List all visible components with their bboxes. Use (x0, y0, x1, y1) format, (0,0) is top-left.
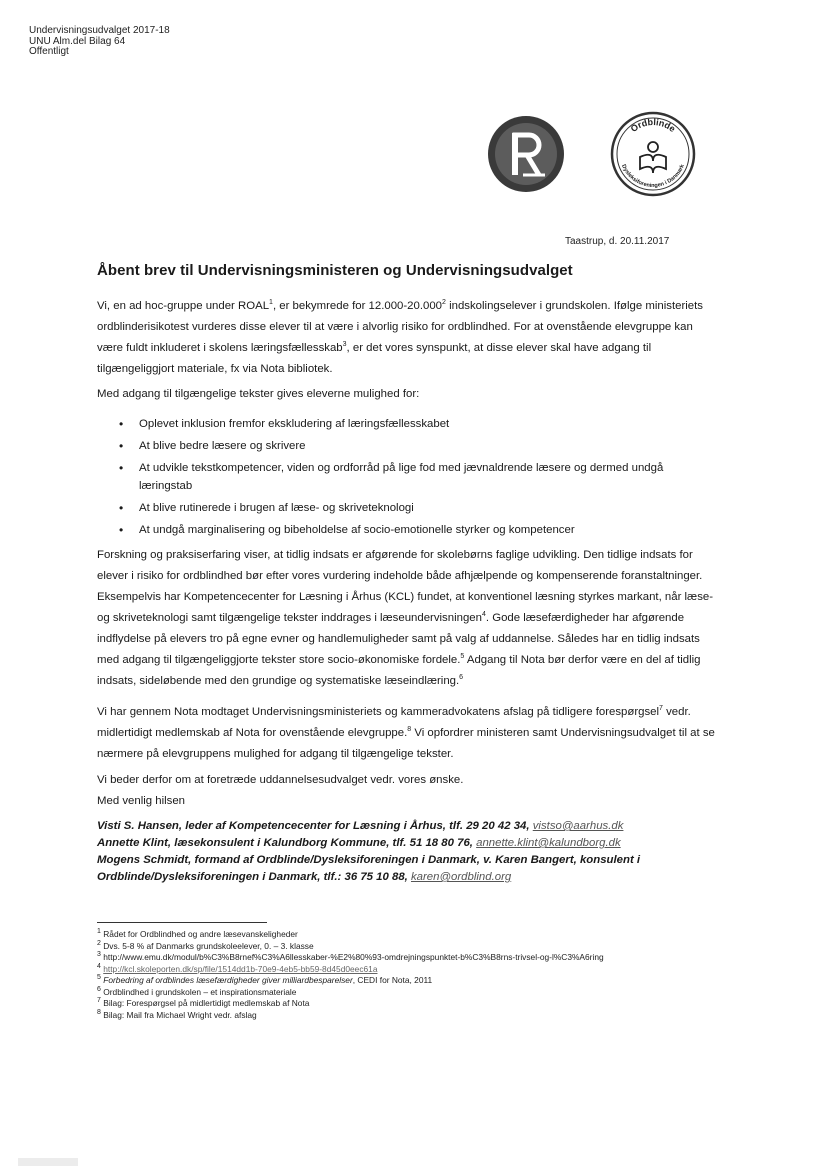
research-text-b: . Gode læsefærdigheder har afgørende indflydelse på elevers tro på egne evner og handlemuligheder samt på valg af uddannelse. Således har en tidlig indsats med adgang til tilgængeliggjorte tekster store socio-økonomiske fordele. (97, 612, 700, 666)
footnote-ref-3: 3 (342, 341, 347, 349)
header-status: Offentligt (29, 46, 69, 57)
footnote-3: $^3$ http://www.emu.dk/modul/b%C3%B8rnef%C3%A6llesskaber-%E2%80%93-omdrejningspunktet-b%C3%B8rns-trivsel-og-l%C3%A6ring (97, 951, 604, 962)
signature-line-visti: Visti S. Hansen, leder af Kompetencecenter for Læsning i Århus, tlf. 29 20 42 34, vistso@aarhus.dk (97, 820, 624, 832)
list-item: • At blive rutinerede i brugen af læse- og skriveteknologi (97, 499, 717, 517)
signature-line-mogens: Mogens Schmidt, formand af Ordblinde/Dysleksiforeningen i Danmark, v. Karen Bangert, konsulent i (97, 854, 641, 866)
email-link-annette[interactable]: annette.klint@kalundborg.dk (476, 837, 621, 849)
footnote-7: $^7$ Bilag: Forespørgsel på midlertidigt medlemskab af Nota (97, 997, 310, 1008)
request-text-a: Vi har gennem Nota modtaget Undervisningsministeriets og kammeradvokatens afslag på tidligere forespørgsel (97, 706, 660, 718)
paragraph-intro (97, 296, 717, 380)
footnote-2: $^2$ Dvs. 5-8 % af Danmarks grundskoleelever, 0. – 3. klasse (97, 939, 314, 951)
paragraph-research (97, 545, 717, 692)
ordblinde-logo-bottom-text: Dysleksiforeningen i Danmark (620, 163, 686, 190)
list-item: • Oplevet inklusion fremfor ekskludering af læringsfællesskabet (97, 415, 717, 433)
signature-block (97, 818, 737, 886)
page-title: Åbent brev til Undervisningsministeren og Undervisningsudvalget (97, 262, 573, 279)
footnote-4-link[interactable]: http://kcl.skoleporten.dk/sp/file/1514dd1b-70e9-4eb5-bb59-8d45d0eec61a (103, 963, 378, 974)
footnote-5: $^5$ Forbedring af ordblindes læsefærdigheder giver milliardbesparelser, CEDI for Nota, 2011 (97, 974, 433, 985)
footnote-4: $^4$ http://kcl.skoleporten.dk/sp/file/1514dd1b-70e9-4eb5-bb59-8d45d0eec61a (97, 962, 378, 974)
list-item: • At undgå marginalisering og bibeholdelse af socio-emotionelle styrker og kompetencer (97, 521, 717, 539)
paragraph-list-intro (97, 384, 717, 405)
footnote-ref-7: 7 (659, 705, 663, 713)
greeting-line: Med venlig hilsen (97, 795, 186, 807)
intro-text-d: , er det vores synspunkt, at disse elever skal have adgang til tilgængeliggjort materiale, fx via Nota bibliotek. (97, 342, 652, 375)
research-text-a: Forskning og praksiserfaring viser, at tidlig indsats er afgørende for skolebørns faglige udvikling. Den tidlige indsats for elever i risiko for ordblindhed bør efter vores vurdering indeholde både afhjælpende og kompenserende foranstaltninger. Eksempelvis har Kompetencecenter for Læsning i Århus (KCL) fundet, at konventionel læsning styrkes markant, når læse- og skriveteknologi samt tilgængelige tekster inddrages i læseundervisningen (97, 549, 714, 624)
footnote-ref-5: 5 (460, 653, 465, 661)
intro-text-c: indskolingselever i grundskolen. Ifølge ministeriets ordblinderisikotest vurderes disse elever til at være i alvorlig risiko for ordblindhed. For at ovenstående elevgruppe kan være fuldt inkluderet i skolens læringsfællesskab (97, 300, 703, 354)
footnote-ref-8: 8 (407, 726, 412, 734)
benefit-list (97, 415, 717, 543)
scan-artifact (18, 1158, 78, 1166)
research-text-c: Adgang til Nota bør derfor være en del af tidlig indsats, sideløbende med den grundige og systematiske læseindlæring. (97, 654, 701, 687)
request-text-c: Vi opfordrer ministeren samt Undervisningsudvalget til at se nærmere på elevgruppens mulighed for adgang til tilgængelige tekster. (97, 727, 715, 760)
footnote-ref-2: 2 (442, 299, 446, 307)
ordblinde-logo-top-text: Ordblinde (628, 116, 678, 135)
footnote-1: $^1$ Rådet for Ordblindhed og andre læsevanskeligheder (97, 928, 298, 939)
footnote-divider (97, 922, 267, 923)
request-text-b: vedr. midlertidigt medlemskab af Nota for ovenstående elevgruppe. (97, 706, 691, 739)
list-item: • At blive bedre læsere og skrivere (97, 437, 717, 455)
list-item: • At udvikle tekstkompetencer, viden og ordforråd på lige fod med jævnaldrende læsere og dermed undgå læringstab (97, 459, 717, 495)
closing-line: Vi beder derfor om at foretræde uddannelsesudvalget vedr. vores ønske. (97, 774, 464, 786)
footnote-ref-6: 6 (459, 674, 464, 682)
footnote-8: $^8$ Bilag: Mail fra Michael Wright vedr. afslag (97, 1008, 257, 1020)
ordblinde-logo (610, 111, 696, 197)
signature-line-annette: Annette Klint, læsekonsulent i Kalundborg Kommune, tlf. 51 18 80 76, annette.klint@kalundborg.dk (97, 837, 621, 849)
letter-date: Taastrup, d. 20.11.2017 (565, 236, 670, 247)
footnotes (97, 929, 604, 1021)
intro-text-b: , er bekymrede for 12.000-20.000 (272, 300, 443, 312)
paragraph-request (97, 702, 717, 765)
email-link-karen[interactable]: karen@ordblind.org (410, 871, 512, 883)
footnote-ref-1: 1 (269, 299, 273, 307)
header-committee: Undervisningsudvalget 2017-18 (29, 25, 170, 36)
footnote-ref-4: 4 (481, 611, 486, 619)
footnote-6: $^6$ Ordblindhed i grundskolen – et inspirationsmateriale (97, 985, 297, 997)
intro-text-a: Vi, en ad hoc-gruppe under ROAL (97, 300, 270, 312)
document-header (29, 26, 170, 58)
paragraph-closing (97, 770, 717, 812)
email-link-visti[interactable]: vistso@aarhus.dk (532, 820, 624, 832)
list-intro-text: Med adgang til tilgængelige tekster gives eleverne mulighed for: (97, 388, 420, 400)
roal-logo (487, 115, 565, 193)
header-reference: UNU Alm.del Bilag 64 (29, 35, 126, 47)
signature-line-karen: Ordblinde/Dysleksiforeningen i Danmark, tlf.: 36 75 10 88, karen@ordblind.org (97, 871, 512, 883)
